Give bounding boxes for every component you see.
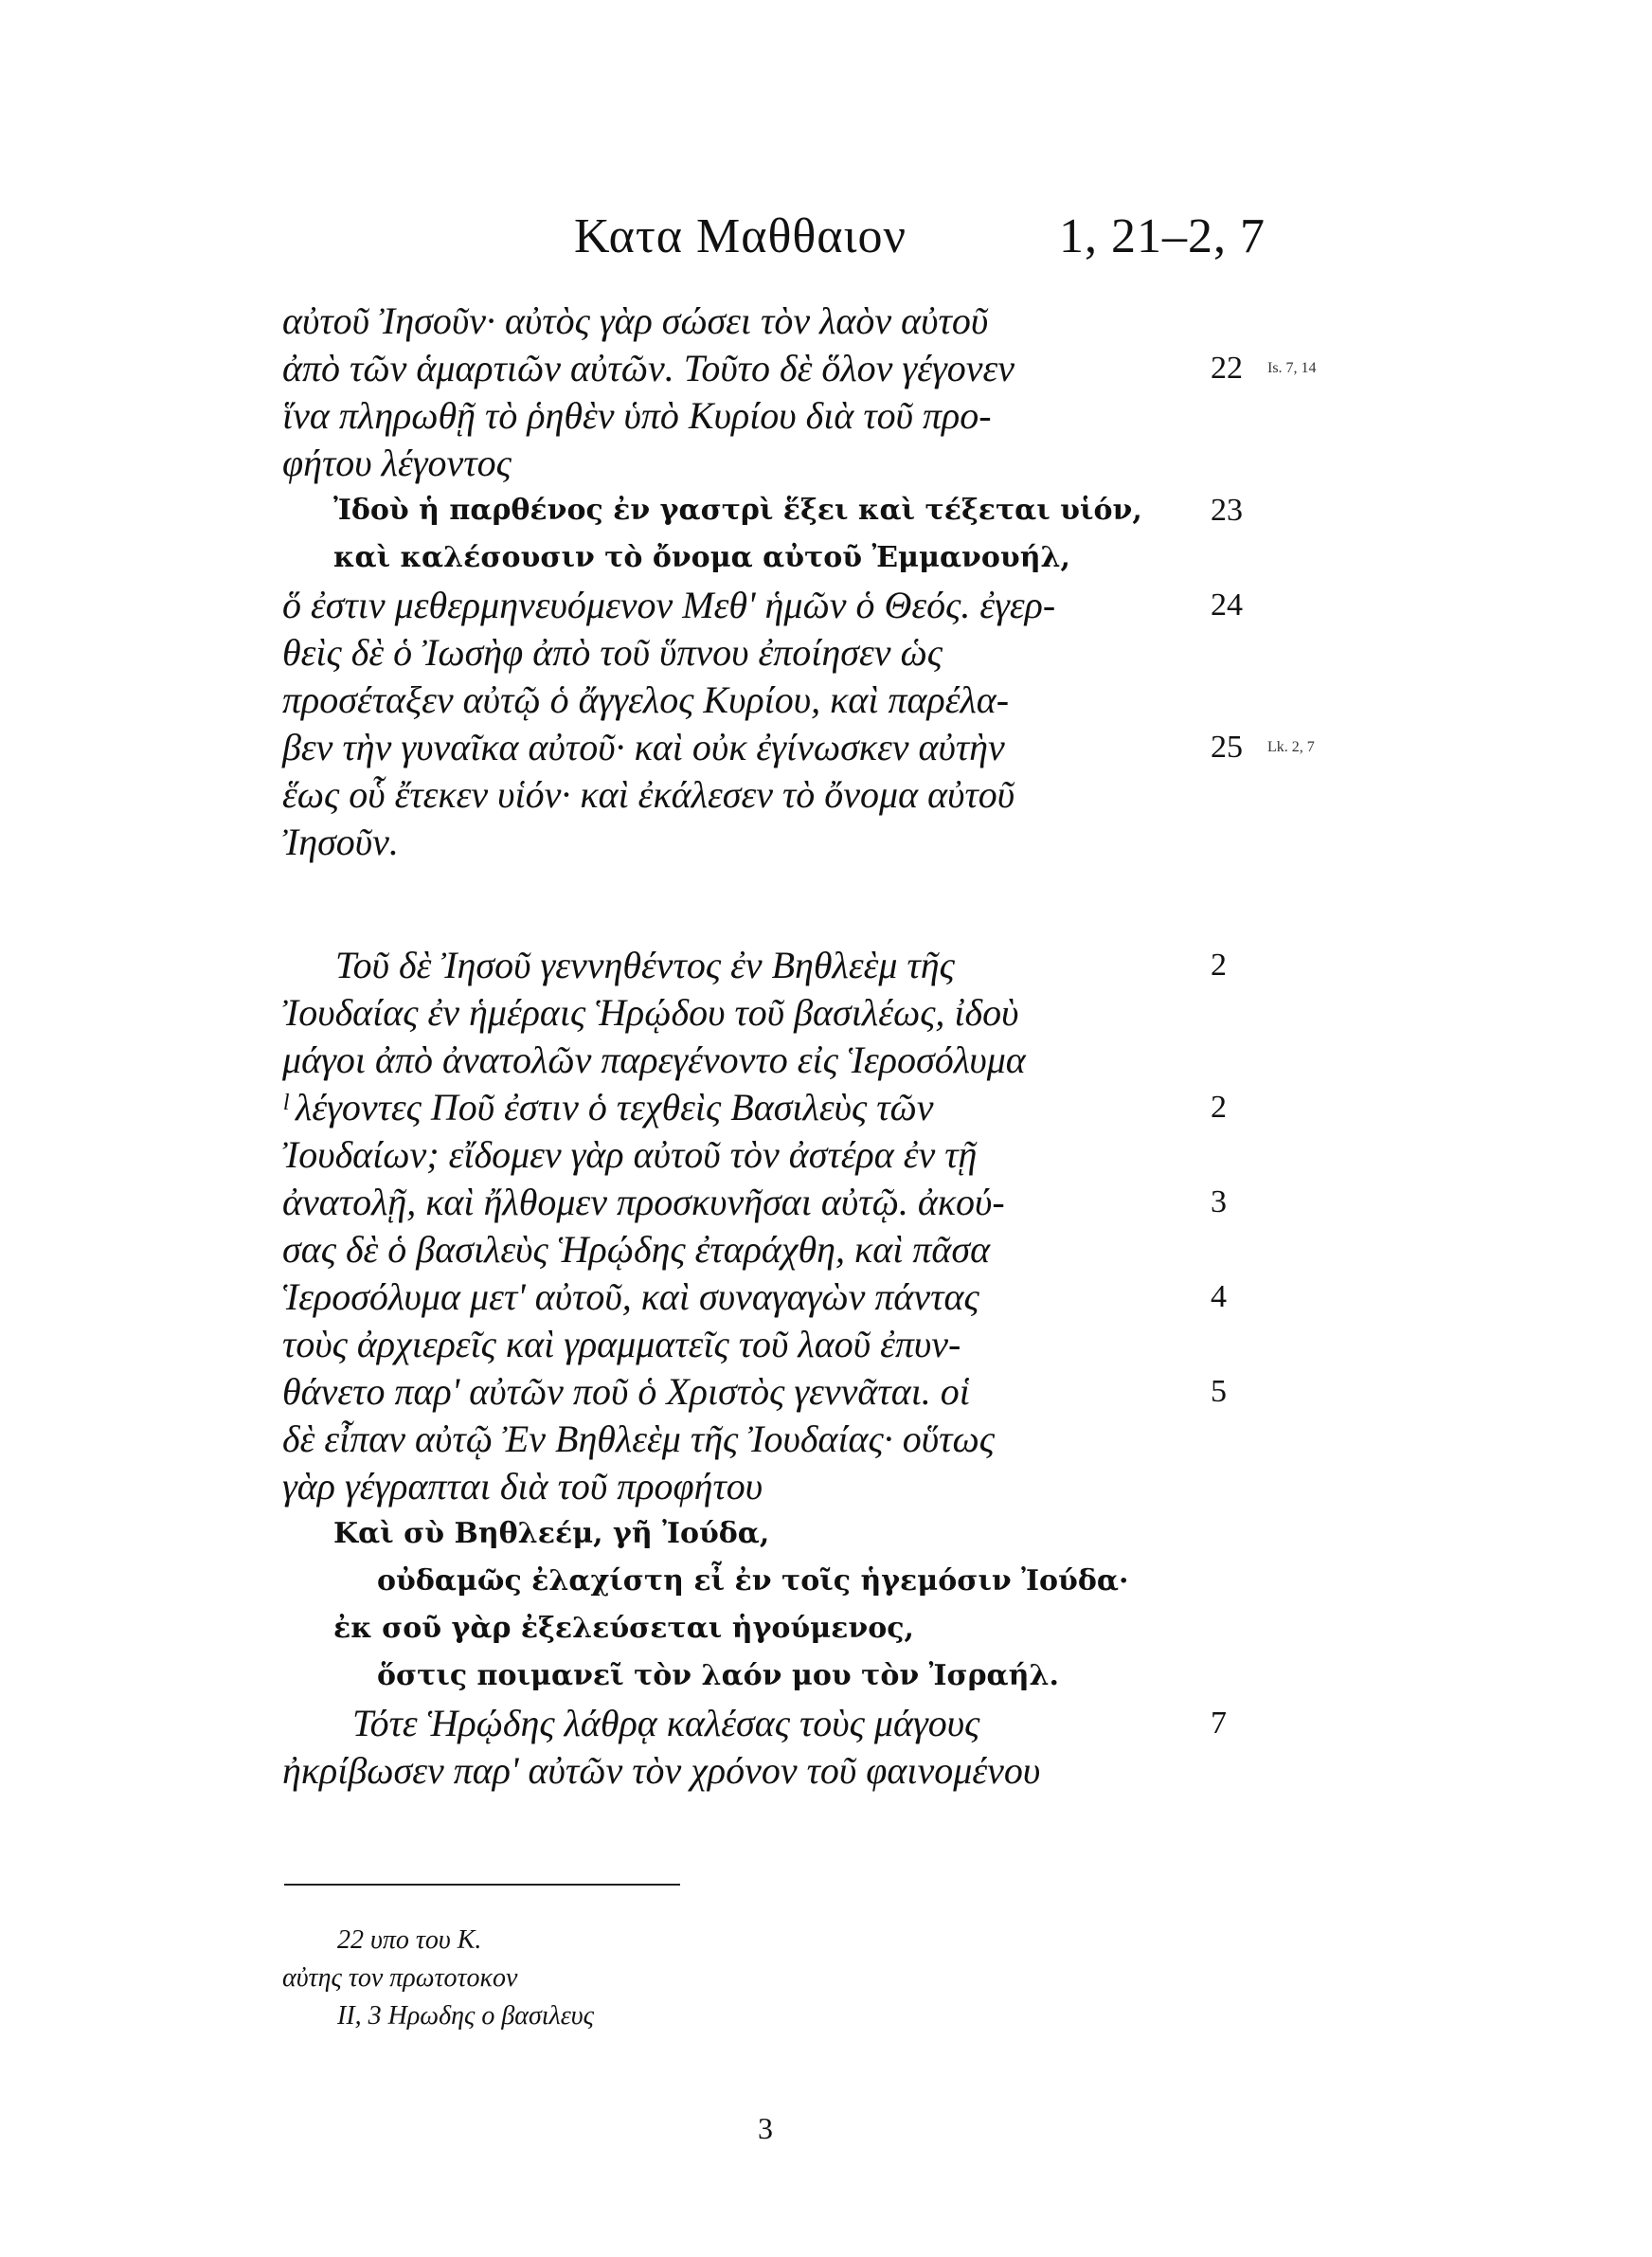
text-line: θεὶς δὲ ὁ Ἰωσὴφ ἀπὸ τοῦ ὕπνου ἐποίησεν ὡς	[282, 631, 943, 674]
text-line: ἀπὸ τῶν ἁμαρτιῶν αὐτῶν. Τοῦτο δὲ ὅλον γέγονεν	[282, 347, 1015, 389]
page-number: 3	[758, 2111, 773, 2145]
text-line: Ἰησοῦν.	[282, 821, 399, 863]
verse-number: 24	[1211, 587, 1243, 623]
verse-number: 5	[1211, 1374, 1227, 1409]
text-line: θάνετο παρ' αὐτῶν ποῦ ὁ Χριστὸς γεννᾶται. οἱ	[282, 1370, 970, 1413]
verse-number: 4	[1211, 1279, 1227, 1314]
running-head	[574, 208, 1266, 264]
footnote: 22 υπο του Κ.	[337, 1925, 482, 1955]
text-line: βεν τὴν γυναῖκα αὐτοῦ· καὶ οὐκ ἐγίνωσκεν αὐτὴν	[282, 726, 1005, 768]
text-line: τοὺς ἀρχιερεῖς καὶ γραμματεῖς τοῦ λαοῦ ἐπυν-	[282, 1323, 961, 1365]
text-line: δὲ εἶπαν αὐτῷ Ἐν Βηθλεὲμ τῆς Ἰουδαίας· οὕτως	[282, 1417, 995, 1460]
chapter-verse-range: 1, 21–2, 7	[1059, 209, 1266, 263]
footnote: II, 3 Ηρωδης ο βασιλευς	[337, 2001, 594, 2031]
quotation-line: οὐδαμῶς ἐλαχίστη εἶ ἐν τοῖς ἡγεμόσιν Ἰούδα·	[377, 1564, 1129, 1598]
text-line: Ἰουδαίας ἐν ἡμέραις Ἡρῴδου τοῦ βασιλέως, ἰδοὺ	[282, 991, 1019, 1034]
text-line: γὰρ γέγραπται διὰ τοῦ προφήτου	[282, 1465, 763, 1508]
text-line: ἠκρίβωσεν παρ' αὐτῶν τὸν χρόνον τοῦ φαινομένου	[282, 1749, 1041, 1792]
text-line: ἵνα πληρωθῇ τὸ ῥηθὲν ὑπὸ Κυρίου διὰ τοῦ προ-	[282, 394, 992, 437]
text-line: ἀνατολῇ, καὶ ἤλθομεν προσκυνῆσαι αὐτῷ. ἀκού-	[282, 1181, 1005, 1223]
quotation-line: Ἰδοὺ ἡ παρθένος ἐν γαστρὶ ἕξει καὶ τέξεται υἱόν,	[333, 494, 1142, 527]
chapter-number: 2	[1211, 948, 1227, 983]
cross-reference: Is. 7, 14	[1267, 360, 1317, 376]
text-line: ὅ ἐστιν μεθερμηνευόμενον Μεθ' ἡμῶν ὁ Θεός. ἐγερ-	[282, 584, 1056, 626]
book-title: Κατα Μαθθαιον	[574, 209, 907, 263]
footnote: αὐτης τον πρωτοτοκον	[282, 1963, 518, 1993]
text-line: Ἱεροσόλυμα μετ' αὐτοῦ, καὶ συναγαγὼν πάντας	[282, 1275, 979, 1318]
text-line: προσέταξεν αὐτῷ ὁ ἄγγελος Κυρίου, καὶ παρέλα-	[282, 678, 1010, 721]
quotation-line: καὶ καλέσουσιν τὸ ὄνομα αὐτοῦ Ἐμμανουήλ,	[333, 541, 1070, 574]
text-line: λέγοντες Ποῦ ἐστιν ὁ τεχθεὶς Βασιλεὺς τῶν	[296, 1086, 934, 1128]
text-line: αὐτοῦ Ἰησοῦν· αὐτὸς γὰρ σώσει τὸν λαὸν αὐτοῦ	[282, 299, 989, 342]
verse-number: 3	[1211, 1184, 1227, 1219]
quotation-line: ἐκ σοῦ γὰρ ἐξελεύσεται ἡγούμενος,	[333, 1612, 914, 1645]
verse-number: 25	[1211, 730, 1243, 765]
verse-number: 23	[1211, 493, 1243, 528]
cross-reference: Lk. 2, 7	[1267, 739, 1315, 755]
text-line: ἕως οὗ ἔτεκεν υἱόν· καὶ ἐκάλεσεν τὸ ὄνομα αὐτοῦ	[282, 773, 1015, 816]
text-line: μάγοι ἀπὸ ἀνατολῶν παρεγένοντο εἰς Ἱεροσόλυμα	[282, 1038, 1026, 1081]
footnote-divider	[284, 1884, 680, 1886]
margin-mark: ˡ	[282, 1086, 288, 1128]
quotation-line: ὅστις ποιμανεῖ τὸν λαόν μου τὸν Ἰσραήλ.	[377, 1659, 1059, 1692]
text-line: Τότε Ἡρῴδης λάθρᾳ καλέσας τοὺς μάγους	[352, 1702, 980, 1744]
text-line: σας δὲ ὁ βασιλεὺς Ἡρῴδης ἐταράχθη, καὶ πᾶσα	[282, 1228, 991, 1271]
verse-number: 7	[1211, 1706, 1227, 1741]
text-line: φήτου λέγοντος	[282, 442, 512, 484]
quotation-line: Καὶ σὺ Βηθλεέμ, γῆ Ἰούδα,	[333, 1517, 770, 1550]
text-line: Ἰουδαίων; εἴδομεν γὰρ αὐτοῦ τὸν ἀστέρα ἐν τῇ	[282, 1133, 978, 1176]
text-line: Τοῦ δὲ Ἰησοῦ γεννηθέντος ἐν Βηθλεὲμ τῆς	[335, 944, 955, 986]
verse-number: 2	[1211, 1090, 1227, 1125]
verse-number: 22	[1211, 351, 1243, 386]
